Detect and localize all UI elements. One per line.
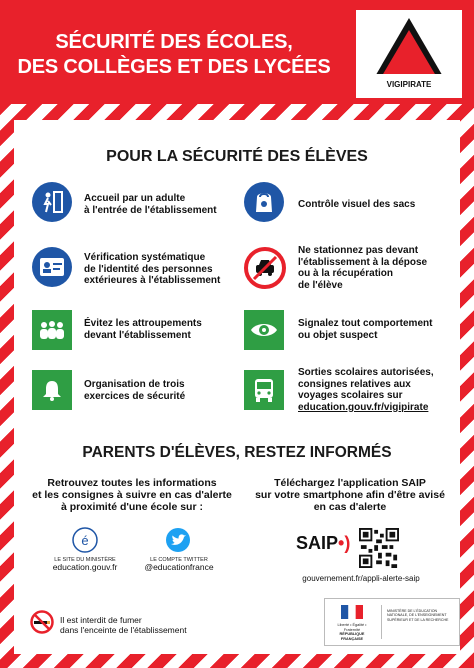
ministry-url-link[interactable]: education.gouv.fr [52, 562, 118, 572]
id-card-icon [32, 247, 72, 287]
item-no-parking: Ne stationnez pas devant l'établissement à la dépose ou à la récupération de l'élève [298, 245, 428, 291]
item-school-trips: Sorties scolaires autorisées, consignes relatives aux voyages scolaires sur education.gouv.fr/vigipirate [298, 367, 448, 413]
content-panel [14, 120, 460, 654]
no-smoking-notice: Il est interdit de fumer dans l'enceinte de l'établissement [60, 615, 187, 635]
ministry-site-icon [72, 527, 98, 553]
eye-icon [244, 310, 284, 350]
no-parking-car-icon [244, 247, 286, 289]
saip-signal-icon: •) [338, 533, 351, 553]
bus-icon [244, 370, 284, 410]
qr-code-icon[interactable] [359, 528, 399, 568]
saip-url-link[interactable]: gouvernement.fr/appli-alerte-saip [302, 574, 420, 583]
item-adult-reception: Accueil par un adulte à l'entrée de l'établissement [84, 193, 217, 216]
door-person-icon [32, 182, 72, 222]
ministry-name: MINISTÈRE DE L'ÉDUCATION NATIONALE, DE L'ENSEIGNEMENT SUPÉRIEUR ET DE LA RECHERCHE [387, 609, 449, 622]
ministry-logo [324, 598, 460, 646]
twitter-caption: LE COMPTE TWITTER [150, 557, 208, 563]
twitter-icon [165, 527, 191, 553]
section-parents-title: PARENTS D'ÉLÈVES, RESTEZ INFORMÉS [82, 444, 392, 461]
left-intro: Retrouvez toutes les informations et les consignes à suivre en cas d'alerte à proximité d'une école sur : [32, 477, 232, 513]
no-smoking-icon [30, 610, 54, 634]
twitter-handle-link[interactable]: @educationfrance [144, 562, 214, 572]
item-avoid-crowds: Évitez les attroupements devant l'établissement [84, 318, 202, 341]
item-safety-drills: Organisation de trois exercices de sécurité [84, 379, 186, 402]
item-identity-check: Vérification systématique de l'identité des personnes extérieures à l'établissement [84, 252, 221, 286]
bag-icon [244, 182, 284, 222]
republic-label: Liberté • Égalité • Fraternité RÉPUBLIQUE FRANÇAISE [337, 623, 367, 641]
header-banner [0, 0, 474, 104]
logo-separator [381, 605, 382, 639]
crowd-icon [32, 310, 72, 350]
saip-logo: SAIP•) [296, 533, 351, 553]
vigipirate-link[interactable]: education.gouv.fr/vigipirate [298, 401, 429, 413]
section-security-title: POUR LA SÉCURITÉ DES ÉLÈVES [106, 148, 368, 165]
vigipirate-label: VIGIPIRATE [386, 80, 432, 89]
svg-text:é: é [81, 533, 89, 548]
page-title: SÉCURITÉ DES ÉCOLES, DES COLLÈGES ET DES LYCÉES [17, 31, 331, 78]
french-flag-icon [341, 605, 363, 619]
right-intro: Téléchargez l'application SAIP sur votre smartphone afin d'être avisé en cas d'alerte [255, 477, 445, 513]
vigipirate-logo [356, 10, 462, 98]
ministry-caption: LE SITE DU MINISTÈRE [54, 557, 116, 563]
bell-icon [32, 370, 72, 410]
item-report-suspicious: Signalez tout comportement ou objet suspect [298, 318, 433, 341]
item-bag-check: Contrôle visuel des sacs [298, 199, 416, 210]
